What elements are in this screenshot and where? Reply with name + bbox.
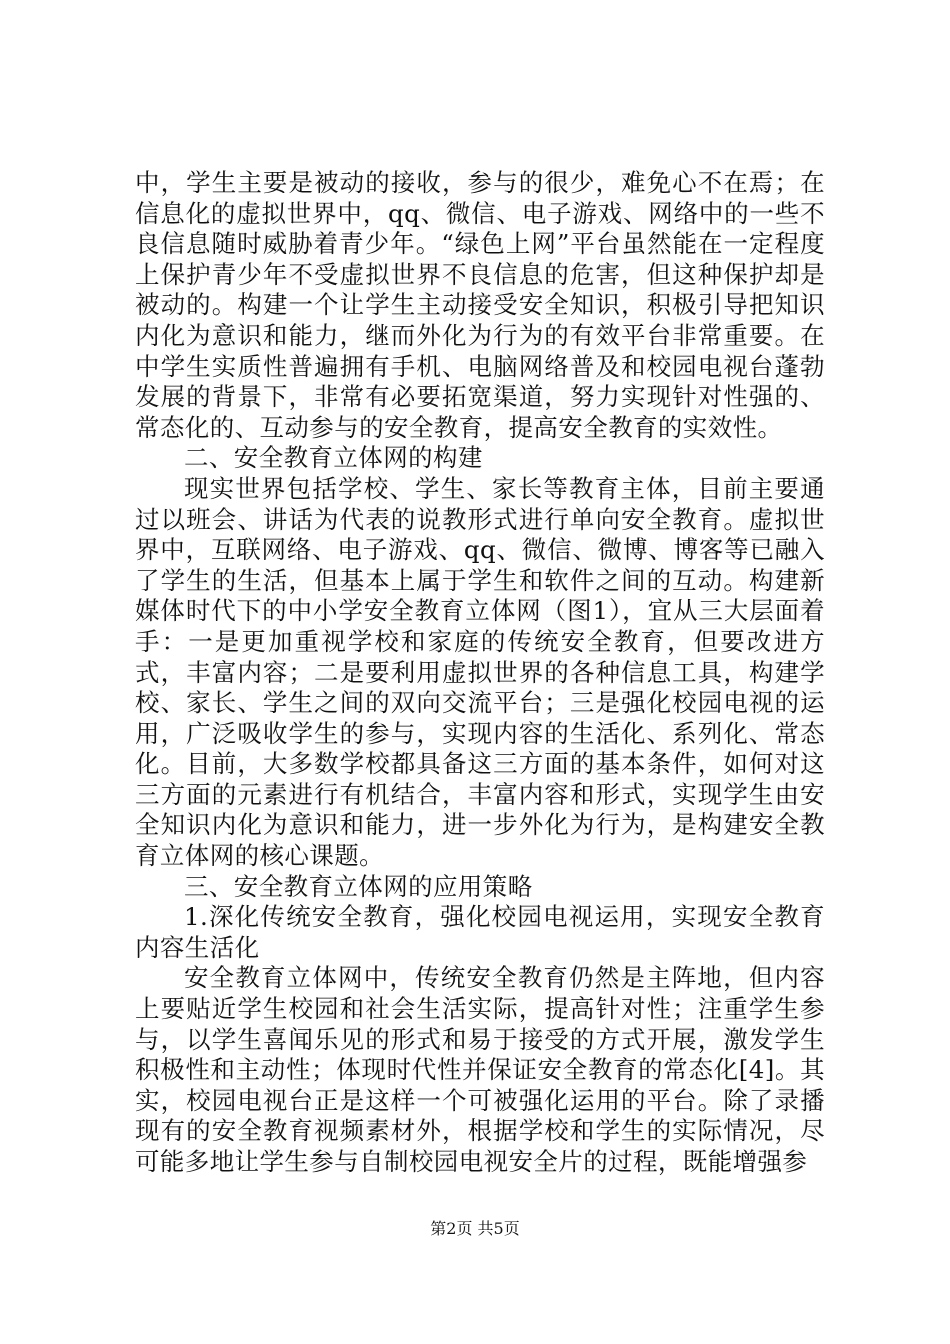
page-footer (0, 1216, 950, 1239)
document-body (135, 168, 825, 1178)
paragraph-strategy: 安全教育立体网中，传统安全教育仍然是主阵地，但内容上要贴近学生校园和社会生活实际，提高针对性；注重学生参与，以学生喜闻乐见的形式和易于接受的方式开展，激发学生积极性和主动性；体现时代性并保证安全教育的常态化[4]。其实，校园电视台正是这样一个可被强化运用的平台。除了录播现有的安全教育视频素材外，根据学校和学生的实际情况，尽可能多地让学生参与自制校园电视安全片的过程，既能增强参 (135, 963, 825, 1176)
section-heading-three: 三、安全教育立体网的应用策略 (184, 871, 533, 901)
page-number: 第2页 共5页 (430, 1219, 520, 1238)
section-heading-two: 二、安全教育立体网的构建 (184, 443, 483, 473)
paragraph-continuation: 中，学生主要是被动的接收，参与的很少，难免心不在焉；在信息化的虚拟世界中，qq、微信、电子游戏、网络中的一些不良信息随时威胁着青少年。“绿色上网”平台虽然能在一定程度上保护青少年不受虚拟世界不良信息的危害，但这种保护却是被动的。构建一个让学生主动接受安全知识，积极引导把知识内化为意识和能力，继而外化为行为的有效平台非常重要。在中学生实质性普遍拥有手机、电脑网络普及和校园电视台蓬勃发展的背景下，非常有必要拓宽渠道，努力实现针对性强的、常态化的、互动参与的安全教育，提高安全教育的实效性。 (135, 168, 825, 442)
paragraph-construction: 现实世界包括学校、学生、家长等教育主体，目前主要通过以班会、讲话为代表的说教形式进行单向安全教育。虚拟世界中，互联网络、电子游戏、qq、微信、微博、博客等已融入了学生的生活，但基本上属于学生和软件之间的互动。构建新媒体时代下的中小学安全教育立体网（图1），宜从三大层面着手：一是更加重视学校和家庭的传统安全教育，但要改进方式，丰富内容；二是要利用虚拟世界的各种信息工具，构建学校、家长、学生之间的双向交流平台；三是强化校园电视的运用，广泛吸收学生的参与，实现内容的生活化、系列化、常态化。目前，大多数学校都具备这三方面的基本条件，如何对这三方面的元素进行有机结合，丰富内容和形式，实现学生由安全知识内化为意识和能力，进一步外化为行为，是构建安全教育立体网的核心课题。 (135, 473, 825, 871)
subsection-heading-one: 1.深化传统安全教育，强化校园电视运用，实现安全教育内容生活化 (135, 902, 825, 962)
